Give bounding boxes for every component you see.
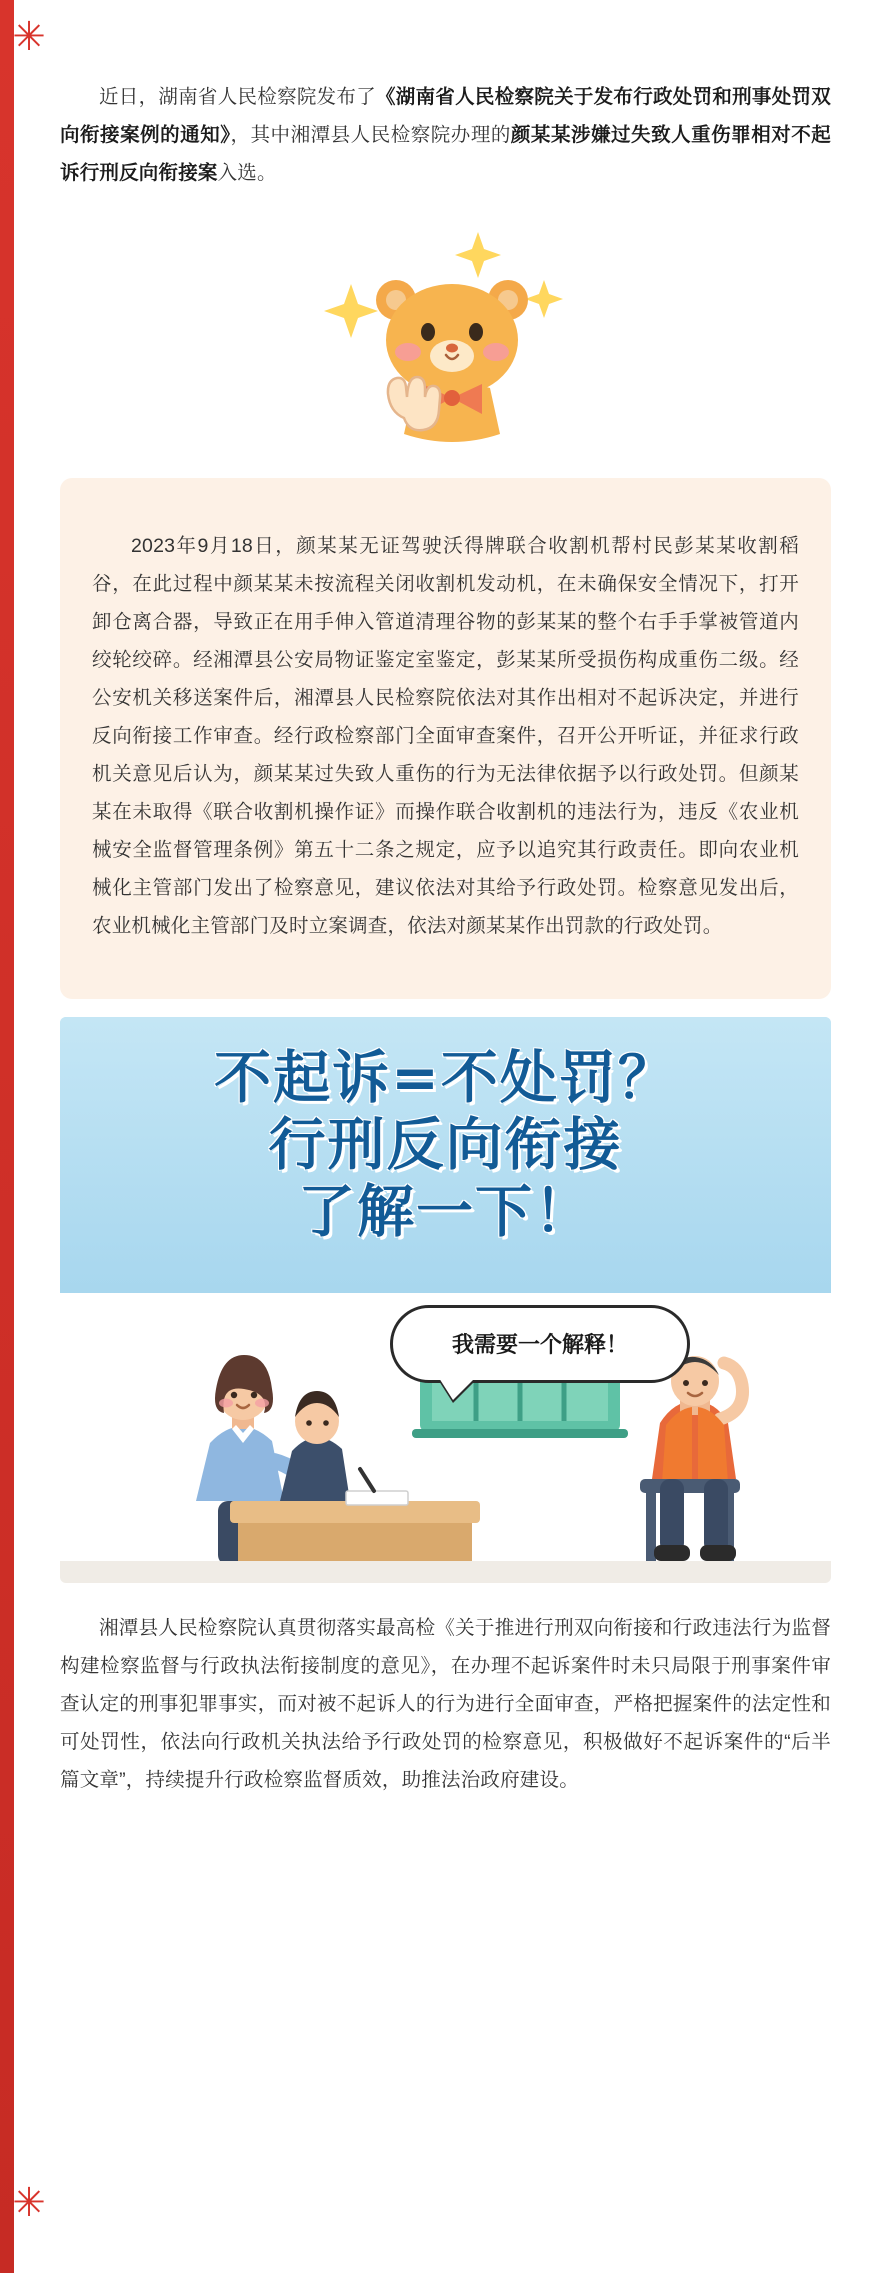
speech-bubble [390, 1305, 690, 1383]
poster-title-line-1: 不起诉=不处罚？ [214, 1044, 677, 1111]
case-summary-text: 2023年9月18日，颜某某无证驾驶沃得牌联合收割机帮村民彭某某收割稻谷，在此过程中颜某某未按流程关闭收割机发动机，在未确保安全情况下，打开卸仓离合器，导致正在用手伸入管道清理谷物的彭某某的整个右手手掌被管道内绞轮绞碎。经湘潭县公安局物证鉴定室鉴定，彭某某所受损伤构成重伤二级。经公安机关移送案件后，湘潭县人民检察院依法对其作出相对不起诉决定，并进行反向衔接工作审查。经行政检察部门全面审查案件，召开公开听证，并征求行政机关意见后认为，颜某某过失致人重伤的行为无法律依据予以行政处罚。但颜某某在未取得《联合收割机操作证》而操作联合收割机的违法行为，违反《农业机械安全监督管理条例》第五十二条之规定，应予以追究其行政责任。即向农业机械化主管部门发出了检察意见，建议依法对其给予行政处罚。检察意见发出后，农业机械化主管部门及时立案调查，依法对颜某某作出罚款的行政处罚。 [92, 535, 799, 937]
article-content [60, 0, 831, 1839]
speech-bubble-text: 我需要一个解释！ [451, 1332, 628, 1357]
poster-image [60, 1017, 831, 1583]
poster-title-line-3: 了解一下！ [298, 1179, 593, 1245]
intro-paragraph [60, 78, 831, 192]
mascot-illustration-area [60, 214, 831, 464]
intro-notice-title: 《湖南省人民检察院关于发布行政处罚和刑事处罚双向衔接案例的通知》 [60, 85, 831, 146]
poster-title-line-2: 行刑反向衔接 [268, 1111, 623, 1178]
sparkle-icon-top: ✳ [12, 15, 46, 59]
intro-text-mid: ，其中湘潭县人民检察院办理的 [230, 123, 511, 146]
bear-mascot-icon [296, 222, 596, 462]
closing-paragraph: 湘潭县人民检察院认真贯彻落实最高检《关于推进行刑双向衔接和行政违法行为监督 构建检察监督与行政执法衔接制度的意见》，在办理不起诉案件时未只局限于刑事案件审查认定的刑事犯罪事实，而对被不起诉人的行为进行全面审查，严格把握案件的法定性和可处罚性，依法向行政机关执法给予行政处罚的检察意见，积极做好不起诉案件的“后半篇文章”，持续提升行政检察监督质效，助推法治政府建设。 [60, 1616, 831, 1791]
intro-text-tail: 入选。 [217, 161, 277, 184]
poster-title-block [60, 1045, 831, 1247]
left-red-rail [0, 0, 14, 2273]
intro-text-lead: 近日，湖南省人民检察院发布了 [99, 85, 376, 108]
intro-case-title: 颜某某涉嫌过失致人重伤罪相对不起诉行刑反向衔接案 [60, 123, 831, 184]
case-summary-card [60, 478, 831, 999]
sparkle-icon-middle: ✳ [12, 2181, 46, 2225]
